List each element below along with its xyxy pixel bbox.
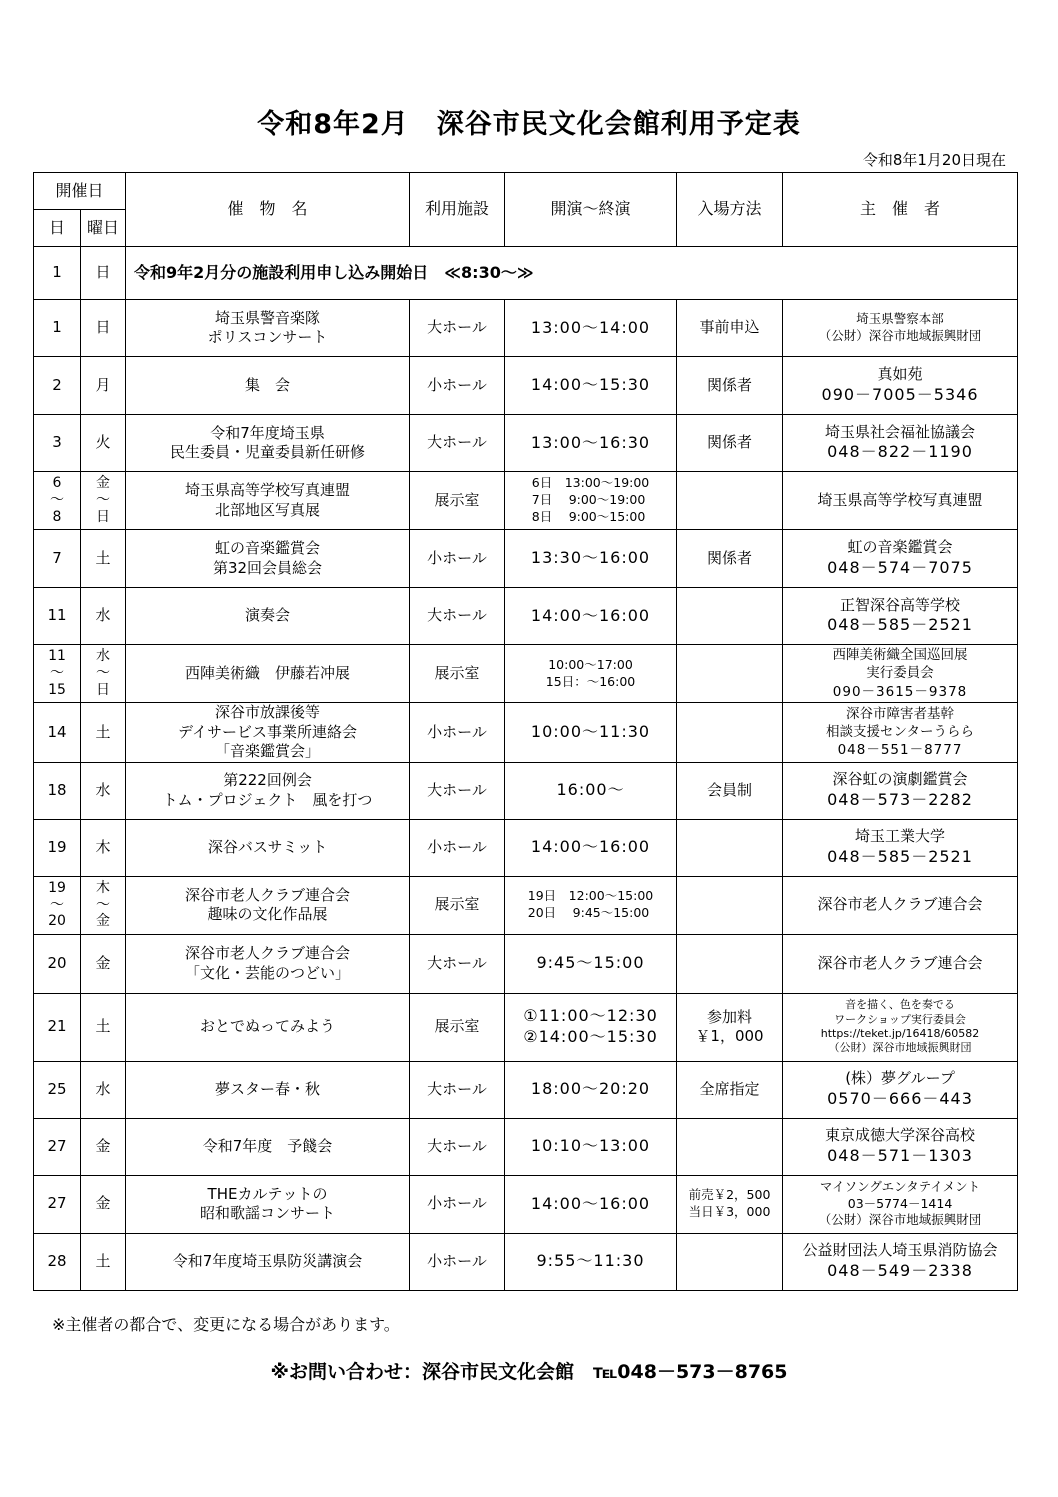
organizer (783, 703, 1018, 763)
row-weekday: 土 (81, 703, 126, 763)
cell-line: 13:30～16:00 (530, 548, 651, 568)
time-line: 8日 9:00～15:00 (531, 508, 646, 524)
admission (677, 762, 783, 819)
cell-line: 演奏会 (245, 606, 291, 625)
cell-line: 14:00～16:00 (530, 837, 651, 857)
event-time (505, 1233, 677, 1290)
cell-line: 深谷バスサミット (207, 837, 328, 856)
organizer-line: 深谷虹の演劇鑑賞会 (832, 770, 968, 789)
row-weekday: 金 (81, 1118, 126, 1175)
cell-line: 埼玉県警音楽隊 (215, 308, 321, 327)
header-date: 開催日 (34, 173, 126, 210)
row-weekday: 水 (81, 1061, 126, 1118)
row-day: 20 (34, 934, 81, 993)
cell-line: 関係者 (707, 433, 753, 452)
event-time (505, 472, 677, 530)
row-day: 2 (34, 357, 81, 415)
row-day: 18 (34, 762, 81, 819)
cell-line: 事前申込 (699, 318, 760, 337)
cell-line: 第222回例会 (223, 771, 312, 789)
stacked-part: 金 (96, 475, 110, 492)
organizer-line: マイソングエンタテイメント (819, 1178, 981, 1194)
cell-line: 令和7年度埼玉県 (210, 423, 325, 442)
organizer-line: 真如苑 (877, 365, 923, 384)
admission (677, 1175, 783, 1233)
cell-line: 9:55～11:30 (536, 1251, 645, 1271)
stacked-part: 6 (52, 475, 62, 492)
organizer-line: 048－574－7075 (827, 557, 973, 577)
facility: 大ホール (410, 1118, 505, 1175)
organizer (783, 645, 1018, 703)
organizer (783, 415, 1018, 472)
admission (677, 819, 783, 876)
cell-line: ポリスコンサート (207, 328, 328, 346)
organizer-line: （公財）深谷市地域振興財団 (818, 1212, 982, 1228)
facility: 大ホール (410, 1061, 505, 1118)
admission (677, 588, 783, 645)
event-time (505, 876, 677, 934)
time-line: 6日 13:00～19:00 (531, 474, 650, 490)
header-organizer: 主 催 者 (783, 173, 1018, 247)
cell-line: 会員制 (707, 780, 753, 799)
row-day: 14 (34, 703, 81, 763)
event-name (126, 357, 410, 415)
organizer (783, 1061, 1018, 1118)
row-day: 1 (34, 300, 81, 357)
cell-line: 関係者 (707, 548, 753, 567)
change-note: ※主催者の都合で、変更になる場合があります。 (52, 1315, 400, 1334)
stacked-part: 15 (48, 681, 66, 698)
event-name (126, 415, 410, 472)
cell-line: 前売￥2，500 (688, 1187, 771, 1203)
cell-line: 13:00～14:00 (530, 317, 651, 337)
row-weekday: 月 (81, 357, 126, 415)
stacked-part: ～ (50, 665, 64, 682)
header-weekday: 曜日 (81, 210, 126, 247)
organizer (783, 1118, 1018, 1175)
admission (677, 300, 783, 357)
stacked-part: 20 (48, 913, 66, 930)
row-weekday: 水 (81, 588, 126, 645)
event-name (126, 472, 410, 530)
row-day (34, 876, 81, 934)
notice-row (34, 247, 1018, 300)
row-day: 19 (34, 819, 81, 876)
admission (677, 993, 783, 1061)
event-name (126, 1175, 410, 1233)
stacked-part: ～ (50, 896, 64, 913)
event-time (505, 357, 677, 415)
organizer-line: https://teket.jp/16418/60582 (820, 1027, 980, 1040)
facility: 大ホール (410, 300, 505, 357)
cell-line: デイサービス事業所連絡会 (178, 722, 357, 741)
cell-line: 10:00～11:30 (530, 721, 651, 741)
cell-line: 14:00～16:00 (530, 605, 651, 625)
cell-line: おとでぬってみよう (200, 1017, 336, 1036)
event-time (505, 1118, 677, 1175)
cell-line: ②14:00～15:30 (523, 1027, 658, 1046)
event-name (126, 530, 410, 588)
cell-line: 18:00～20:20 (530, 1079, 651, 1099)
event-time (505, 1175, 677, 1233)
organizer-line: 048－549－2338 (827, 1260, 973, 1280)
cell-line: 令和7年度 予餞会 (202, 1136, 333, 1155)
facility: 小ホール (410, 1233, 505, 1290)
row-weekday (81, 645, 126, 703)
stacked-part: ～ (96, 665, 110, 682)
admission (677, 530, 783, 588)
organizer-line: 正智深谷高等学校 (840, 595, 961, 614)
table-row (34, 415, 1018, 472)
row-weekday: 日 (81, 300, 126, 357)
organizer-line: 東京成徳大学深谷高校 (825, 1126, 976, 1145)
cell-line: 深谷市老人クラブ連合会 (185, 885, 351, 904)
table-row (34, 703, 1018, 763)
cell-line: 昭和歌謡コンサート (200, 1204, 336, 1222)
organizer (783, 472, 1018, 530)
organizer-line: 西陣美術織全国巡回展 (832, 647, 968, 664)
event-time (505, 588, 677, 645)
cell-line: 「文化・芸能のつどい」 (185, 963, 351, 982)
facility: 大ホール (410, 934, 505, 993)
organizer-line: 埼玉県社会福祉協議会 (825, 422, 976, 441)
stacked-part: 8 (52, 508, 62, 525)
schedule-table (33, 172, 1018, 1291)
organizer-line: 048－585－2521 (827, 846, 973, 866)
event-time (505, 415, 677, 472)
organizer (783, 762, 1018, 819)
organizer (783, 819, 1018, 876)
organizer (783, 934, 1018, 993)
event-name (126, 300, 410, 357)
organizer (783, 1233, 1018, 1290)
organizer-line: （公財）深谷市地域振興財団 (828, 1041, 972, 1055)
table-row (34, 300, 1018, 357)
cell-line: 埼玉県高等学校写真連盟 (185, 481, 351, 499)
cell-line: 参加料 (707, 1007, 753, 1026)
cell-line: 14:00～15:30 (530, 375, 651, 395)
facility: 大ホール (410, 762, 505, 819)
header-event: 催 物 名 (126, 173, 410, 247)
notice-text: 令和9年2月分の施設利用申し込み開始日 ≪8:30～≫ (126, 247, 1018, 300)
table-row (34, 588, 1018, 645)
table-row (34, 645, 1018, 703)
stacked-part: 水 (96, 648, 110, 665)
event-name (126, 1233, 410, 1290)
table-row (34, 819, 1018, 876)
facility: 展示室 (410, 876, 505, 934)
organizer-line: 0570－666－443 (827, 1088, 973, 1108)
facility: 展示室 (410, 645, 505, 703)
row-weekday (81, 876, 126, 934)
event-name (126, 876, 410, 934)
facility: 大ホール (410, 588, 505, 645)
contact-info: ※お問い合わせ：深谷市民文化会館 ℡048－573－8765 (270, 1361, 788, 1383)
row-weekday: 金 (81, 1175, 126, 1233)
cell-line: 深谷市放課後等 (215, 703, 321, 721)
cell-line: 令和7年度埼玉県防災講演会 (172, 1251, 363, 1270)
cell-line: 当日￥3，000 (688, 1204, 771, 1219)
cell-line: 15日：～16:00 (545, 673, 636, 689)
organizer-line: 深谷市老人クラブ連合会 (817, 953, 983, 972)
admission (677, 703, 783, 763)
row-weekday (81, 472, 126, 530)
cell-line: 深谷市老人クラブ連合会 (185, 944, 351, 962)
stacked-part: 木 (96, 879, 110, 896)
event-time (505, 762, 677, 819)
organizer-line: 048－822－1190 (827, 442, 973, 462)
organizer-line: 相談支援センターうらら (826, 724, 974, 741)
facility: 小ホール (410, 819, 505, 876)
row-day: 1 (34, 247, 81, 300)
stacked-part: 日 (96, 681, 110, 698)
time-line: 20日 9:45～15:00 (527, 904, 650, 920)
row-day: 28 (34, 1233, 81, 1290)
admission (677, 1233, 783, 1290)
event-name (126, 934, 410, 993)
admission (677, 1061, 783, 1118)
admission (677, 357, 783, 415)
table-row (34, 1061, 1018, 1118)
organizer-line: 公益財団法人埼玉県消防協会 (802, 1241, 998, 1260)
cell-line: 趣味の文化作品展 (207, 905, 328, 923)
row-weekday: 木 (81, 819, 126, 876)
organizer-line: 090－7005－5346 (821, 384, 979, 404)
header-time: 開演～終演 (505, 173, 677, 247)
cell-line: 第32回会員総会 (212, 558, 323, 577)
facility: 展示室 (410, 993, 505, 1061)
schedule-body (34, 247, 1018, 1291)
organizer-line: 埼玉県高等学校写真連盟 (817, 490, 983, 509)
cell-line: 10:00～17:00 (548, 656, 633, 672)
facility: 小ホール (410, 703, 505, 763)
row-day: 7 (34, 530, 81, 588)
cell-line: 「音楽鑑賞会」 (215, 742, 321, 760)
stacked-part: 日 (96, 508, 110, 525)
organizer (783, 1175, 1018, 1233)
row-weekday: 火 (81, 415, 126, 472)
event-time (505, 300, 677, 357)
organizer-line: 090－3615－9378 (832, 683, 968, 700)
organizer (783, 300, 1018, 357)
facility: 大ホール (410, 415, 505, 472)
organizer-line: 03－5774－1414 (847, 1195, 953, 1211)
cell-line: 夢スター春・秋 (215, 1079, 321, 1098)
event-time (505, 703, 677, 763)
organizer-line: (株）夢グループ (845, 1069, 955, 1088)
organizer-line: 音を描く、色を奏でる (845, 998, 955, 1012)
cell-line: 民生委員・児童委員新任研修 (170, 443, 366, 461)
event-name (126, 1061, 410, 1118)
admission (677, 934, 783, 993)
organizer-line: 048－573－2282 (827, 789, 973, 809)
cell-line: 全席指定 (699, 1079, 760, 1098)
event-time (505, 1061, 677, 1118)
organizer-line: 埼玉工業大学 (855, 827, 946, 846)
time-line: 19日 12:00～15:00 (527, 887, 654, 903)
row-weekday: 土 (81, 1233, 126, 1290)
organizer-line: ワークショップ実行委員会 (834, 1012, 966, 1026)
event-name (126, 762, 410, 819)
table-row (34, 357, 1018, 415)
time-list (532, 475, 650, 526)
organizer-line: 048－585－2521 (827, 615, 973, 635)
table-row (34, 1175, 1018, 1233)
cell-line: ￥1，000 (695, 1027, 764, 1045)
cell-line: 北部地区写真展 (215, 500, 321, 519)
event-time (505, 993, 677, 1061)
stacked-part: 19 (48, 879, 66, 896)
header-day: 日 (34, 210, 81, 247)
row-day (34, 472, 81, 530)
table-row (34, 1118, 1018, 1175)
facility: 小ホール (410, 1175, 505, 1233)
organizer-line: 048－551－8777 (837, 742, 963, 759)
cell-line: THEカルテットの (207, 1184, 328, 1203)
admission (677, 645, 783, 703)
cell-line: 13:00～16:30 (530, 432, 651, 452)
row-day (34, 645, 81, 703)
facility: 小ホール (410, 530, 505, 588)
organizer (783, 530, 1018, 588)
row-weekday: 金 (81, 934, 126, 993)
organizer-line: 埼玉県警察本部 (856, 311, 944, 327)
cell-line: 虹の音楽鑑賞会 (215, 539, 321, 557)
header-admission: 入場方法 (677, 173, 783, 247)
admission (677, 472, 783, 530)
cell-line: 西陣美術織 伊藤若冲展 (185, 663, 351, 682)
organizer (783, 357, 1018, 415)
cell-line: トム・プロジェクト 風を打つ (162, 790, 373, 809)
event-name (126, 819, 410, 876)
organizer-line: 048－571－1303 (827, 1145, 973, 1165)
row-day: 27 (34, 1118, 81, 1175)
event-name (126, 645, 410, 703)
event-name (126, 993, 410, 1061)
table-row (34, 762, 1018, 819)
table-row (34, 1233, 1018, 1290)
row-day: 3 (34, 415, 81, 472)
stacked-part: ～ (96, 492, 110, 509)
cell-line: 10:10～13:00 (530, 1136, 651, 1156)
event-time (505, 530, 677, 588)
cell-line: 16:00～ (556, 780, 625, 800)
time-list (528, 888, 653, 922)
organizer-line: 実行委員会 (866, 665, 934, 682)
organizer-line: 深谷市老人クラブ連合会 (817, 895, 983, 914)
organizer-line: 虹の音楽鑑賞会 (847, 538, 953, 557)
organizer-line: 深谷市障害者基幹 (846, 705, 955, 722)
admission (677, 1118, 783, 1175)
organizer (783, 993, 1018, 1061)
admission (677, 415, 783, 472)
event-time (505, 934, 677, 993)
event-name (126, 703, 410, 763)
row-weekday: 水 (81, 762, 126, 819)
page-title: 令和8年2月 深谷市民文化会館利用予定表 (257, 109, 801, 140)
row-weekday: 土 (81, 530, 126, 588)
table-row (34, 472, 1018, 530)
table-row (34, 530, 1018, 588)
organizer (783, 876, 1018, 934)
organizer-line: （公財）深谷市地域振興財団 (818, 328, 982, 343)
table-row (34, 993, 1018, 1061)
row-day: 21 (34, 993, 81, 1061)
table-row (34, 876, 1018, 934)
stacked-part: 11 (48, 648, 66, 665)
row-day: 25 (34, 1061, 81, 1118)
cell-line: 14:00～16:00 (530, 1193, 651, 1213)
stacked-part: ～ (50, 492, 64, 509)
facility: 展示室 (410, 472, 505, 530)
event-time (505, 645, 677, 703)
as-of-date: 令和8年1月20日現在 (862, 151, 1006, 169)
event-name (126, 588, 410, 645)
row-weekday: 土 (81, 993, 126, 1061)
stacked-part: 金 (96, 913, 110, 930)
cell-line: 関係者 (707, 375, 753, 394)
organizer (783, 588, 1018, 645)
admission (677, 876, 783, 934)
cell-line: 集 会 (245, 375, 291, 394)
row-day: 27 (34, 1175, 81, 1233)
table-row (34, 934, 1018, 993)
time-line: 7日 9:00～19:00 (531, 491, 646, 507)
event-time (505, 819, 677, 876)
cell-line: 9:45～15:00 (536, 953, 645, 973)
row-weekday: 日 (81, 247, 126, 300)
cell-line: ①11:00～12:30 (523, 1006, 658, 1026)
event-name (126, 1118, 410, 1175)
stacked-part: ～ (96, 896, 110, 913)
header-facility: 利用施設 (410, 173, 505, 247)
row-day: 11 (34, 588, 81, 645)
facility: 小ホール (410, 357, 505, 415)
